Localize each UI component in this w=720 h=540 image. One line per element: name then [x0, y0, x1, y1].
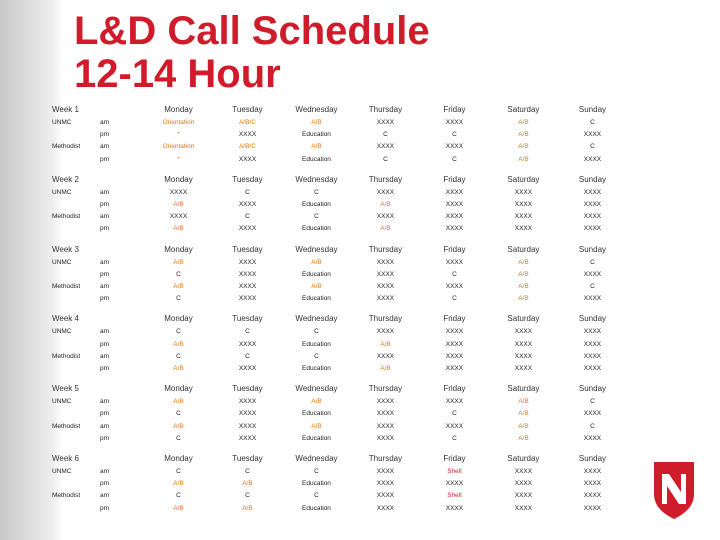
schedule-cell: C [314, 468, 319, 476]
schedule-cell: A/B [242, 480, 253, 488]
table-row [52, 490, 627, 502]
schedule-cell: A/B/C [239, 143, 256, 151]
schedule-cell: Education [302, 225, 331, 233]
schedule-cell: C [176, 270, 181, 278]
table-row [52, 503, 627, 515]
schedule-cell: XXXX [376, 188, 395, 196]
schedule-cell: XXXX [445, 340, 464, 348]
day-header: Monday [164, 105, 193, 114]
shift-label: am [100, 422, 110, 430]
schedule-cell: Shell [447, 492, 462, 500]
schedule-cell: XXXX [376, 492, 395, 500]
schedule-cell: XXXX [376, 434, 395, 442]
shift-label: am [100, 213, 110, 221]
shift-label: pm [100, 131, 110, 139]
table-row [52, 154, 627, 166]
schedule-cell: A/B [173, 365, 184, 373]
day-header: Wednesday [295, 454, 338, 464]
day-header: Saturday [507, 314, 540, 324]
schedule-cell: XXXX [238, 295, 257, 303]
shift-label: am [100, 352, 110, 360]
shift-label: am [100, 328, 110, 336]
day-header: Friday [443, 454, 466, 464]
schedule-cell: XXXX [238, 410, 257, 418]
schedule-cell: A/B [311, 398, 322, 406]
schedule-cell: C [245, 492, 250, 500]
day-header: Saturday [507, 105, 540, 114]
day-header: Tuesday [232, 244, 263, 254]
table-row [52, 339, 627, 351]
schedule-cell: A/B [173, 201, 184, 209]
day-header: Wednesday [295, 384, 338, 394]
site-label [52, 199, 92, 211]
shift-label: am [100, 468, 110, 476]
schedule-cell: XXXX [376, 283, 395, 291]
day-header: Thursday [368, 384, 403, 394]
site-label: UNMC [52, 258, 72, 266]
schedule-cell: Orientation [162, 143, 195, 151]
schedule-cell: XXXX [583, 328, 602, 336]
day-header: Sunday [578, 244, 607, 254]
schedule-body [52, 102, 627, 515]
schedule-cell: A/B [173, 504, 184, 512]
day-header: Tuesday [232, 105, 263, 114]
shift-label: am [100, 398, 110, 406]
week-header-row [52, 242, 627, 257]
table-row [52, 269, 627, 281]
day-header: Monday [164, 314, 193, 324]
schedule-cell: XXXX [514, 188, 533, 196]
schedule-cell: XXXX [376, 422, 395, 430]
schedule-cell: XXXX [445, 258, 464, 266]
schedule-cell: XXXX [445, 225, 464, 233]
schedule-cell: C [245, 213, 250, 221]
schedule-cell: Education [302, 410, 331, 418]
day-header: Tuesday [232, 174, 263, 184]
table-row [52, 257, 627, 269]
schedule-cell: XXXX [238, 422, 257, 430]
week-label: Week 2 [52, 174, 79, 184]
schedule-table-container [52, 102, 627, 515]
schedule-cell: XXXX [583, 213, 602, 221]
day-header: Thursday [368, 174, 403, 184]
schedule-cell: C [245, 188, 250, 196]
schedule-cell: XXXX [514, 201, 533, 209]
shift-label: pm [100, 410, 110, 418]
schedule-cell: C [590, 119, 595, 126]
schedule-cell: XXXX [238, 434, 257, 442]
schedule-cell: A/B [518, 258, 529, 266]
schedule-cell: XXXX [583, 270, 602, 278]
shift-label: pm [100, 225, 110, 233]
schedule-cell: XXXX [238, 340, 257, 348]
schedule-cell: XXXX [376, 410, 395, 418]
schedule-cell: XXXX [238, 258, 257, 266]
schedule-cell: C [383, 155, 388, 163]
table-row [52, 363, 627, 375]
day-header: Monday [164, 454, 193, 464]
schedule-cell: A/B [518, 410, 529, 418]
site-label [52, 293, 92, 305]
schedule-cell: C [452, 155, 457, 163]
schedule-cell: C [176, 434, 181, 442]
day-header: Tuesday [232, 314, 263, 324]
schedule-cell: C [314, 213, 319, 221]
table-row [52, 421, 627, 433]
schedule-cell: A/B [173, 258, 184, 266]
day-header: Wednesday [295, 244, 338, 254]
day-header: Sunday [578, 454, 607, 464]
schedule-cell: C [590, 258, 595, 266]
table-row [52, 293, 627, 305]
schedule-cell: C [314, 352, 319, 360]
day-header: Thursday [368, 244, 403, 254]
schedule-cell: A/B [380, 225, 391, 233]
schedule-cell: Education [302, 131, 331, 139]
shift-label: am [100, 283, 110, 291]
week-label: Week 1 [52, 105, 79, 114]
site-label: Methodist [52, 492, 81, 500]
schedule-cell: A/B [518, 131, 529, 139]
shift-label: pm [100, 434, 110, 442]
schedule-cell: A/B/C [239, 119, 256, 126]
schedule-cell: XXXX [445, 398, 464, 406]
schedule-cell: XXXX [376, 270, 395, 278]
schedule-cell: XXXX [514, 225, 533, 233]
call-schedule-table [52, 102, 627, 515]
schedule-cell: XXXX [514, 480, 533, 488]
schedule-cell: A/B [380, 365, 391, 373]
schedule-cell: C [452, 434, 457, 442]
table-row [52, 396, 627, 408]
table-row [52, 326, 627, 338]
site-label [52, 363, 92, 375]
schedule-cell: XXXX [583, 295, 602, 303]
schedule-cell: Education [302, 155, 331, 163]
schedule-cell: A/B [518, 143, 529, 151]
schedule-cell: XXXX [583, 468, 602, 476]
schedule-cell: XXXX [376, 328, 395, 336]
schedule-cell: C [314, 328, 319, 336]
table-row [52, 141, 627, 153]
schedule-cell: C [245, 328, 250, 336]
schedule-cell: A/B [380, 340, 391, 348]
schedule-cell: C [452, 131, 457, 139]
day-header: Monday [164, 384, 193, 394]
schedule-cell: Education [302, 270, 331, 278]
schedule-cell: A/B [173, 225, 184, 233]
schedule-cell: XXXX [445, 143, 464, 151]
schedule-cell: * [177, 131, 180, 139]
week-header-row [52, 381, 627, 396]
table-row [52, 478, 627, 490]
day-header: Friday [443, 174, 466, 184]
table-row [52, 408, 627, 420]
schedule-cell: XXXX [445, 213, 464, 221]
site-label: Methodist [52, 422, 81, 430]
schedule-cell: XXXX [376, 258, 395, 266]
table-row [52, 211, 627, 223]
schedule-cell: A/B [311, 119, 322, 126]
schedule-cell: XXXX [445, 365, 464, 373]
day-header: Sunday [578, 174, 607, 184]
schedule-cell: A/B [173, 422, 184, 430]
schedule-cell: A/B [518, 434, 529, 442]
day-header: Friday [443, 384, 466, 394]
schedule-cell: Education [302, 340, 331, 348]
shift-label: am [100, 492, 110, 500]
schedule-cell: C [452, 410, 457, 418]
schedule-cell: XXXX [583, 480, 602, 488]
schedule-cell: XXXX [583, 434, 602, 442]
shift-label: pm [100, 480, 110, 488]
schedule-cell: Education [302, 504, 331, 512]
schedule-cell: C [383, 131, 388, 139]
shift-label: am [100, 119, 110, 126]
schedule-cell: XXXX [376, 468, 395, 476]
schedule-cell: XXXX [445, 352, 464, 360]
schedule-cell: XXXX [514, 468, 533, 476]
schedule-cell: A/B [311, 283, 322, 291]
schedule-cell: A/B [173, 398, 184, 406]
schedule-cell: A/B [518, 155, 529, 163]
schedule-cell: XXXX [376, 143, 395, 151]
schedule-cell: XXXX [583, 225, 602, 233]
schedule-cell: A/B [311, 422, 322, 430]
schedule-cell: Education [302, 434, 331, 442]
table-row [52, 187, 627, 199]
day-header: Tuesday [232, 454, 263, 464]
site-label [52, 223, 92, 235]
schedule-cell: A/B [173, 480, 184, 488]
schedule-cell: A/B [242, 504, 253, 512]
schedule-cell: XXXX [583, 492, 602, 500]
schedule-cell: Education [302, 295, 331, 303]
site-label: UNMC [52, 468, 72, 476]
shift-label: pm [100, 295, 110, 303]
schedule-cell: XXXX [514, 492, 533, 500]
schedule-cell: A/B [518, 119, 529, 126]
schedule-cell: A/B [173, 340, 184, 348]
schedule-cell: XXXX [445, 188, 464, 196]
schedule-cell: XXXX [169, 188, 188, 196]
schedule-cell: XXXX [238, 283, 257, 291]
schedule-cell: C [176, 468, 181, 476]
week-label: Week 6 [52, 454, 79, 464]
site-label [52, 478, 92, 490]
shift-label: pm [100, 270, 110, 278]
site-label [52, 339, 92, 351]
day-header: Tuesday [232, 384, 263, 394]
schedule-cell: XXXX [376, 504, 395, 512]
schedule-cell: A/B [518, 270, 529, 278]
week-header-row [52, 102, 627, 117]
schedule-cell: A/B [380, 201, 391, 209]
day-header: Monday [164, 244, 193, 254]
schedule-cell: C [176, 492, 181, 500]
table-row [52, 199, 627, 211]
table-row [52, 351, 627, 363]
week-label: Week 3 [52, 244, 79, 254]
table-row [52, 281, 627, 293]
schedule-cell: XXXX [514, 340, 533, 348]
day-header: Monday [164, 174, 193, 184]
schedule-cell: XXXX [583, 201, 602, 209]
day-header: Friday [443, 314, 466, 324]
table-row [52, 466, 627, 478]
day-header: Saturday [507, 174, 540, 184]
schedule-cell: Education [302, 480, 331, 488]
schedule-cell: XXXX [376, 480, 395, 488]
week-label: Week 4 [52, 314, 79, 324]
schedule-cell: C [590, 143, 595, 151]
schedule-cell: Shell [447, 468, 462, 476]
schedule-cell: * [177, 155, 180, 163]
week-header-row [52, 451, 627, 466]
schedule-cell: C [590, 422, 595, 430]
day-header: Sunday [578, 314, 607, 324]
site-label [52, 269, 92, 281]
day-header: Wednesday [295, 174, 338, 184]
schedule-cell: XXXX [238, 365, 257, 373]
schedule-cell: XXXX [583, 340, 602, 348]
day-header: Friday [443, 244, 466, 254]
schedule-cell: C [176, 328, 181, 336]
day-header: Saturday [507, 454, 540, 464]
schedule-cell: XXXX [583, 131, 602, 139]
schedule-cell: A/B [311, 258, 322, 266]
day-header: Sunday [578, 384, 607, 394]
schedule-cell: XXXX [238, 131, 257, 139]
schedule-cell: Education [302, 365, 331, 373]
week-header-row [52, 172, 627, 187]
schedule-cell: XXXX [445, 201, 464, 209]
schedule-cell: C [314, 492, 319, 500]
schedule-cell: XXXX [445, 119, 464, 126]
schedule-cell: XXXX [238, 398, 257, 406]
day-header: Saturday [507, 244, 540, 254]
week-header-row [52, 311, 627, 326]
schedule-cell: XXXX [238, 270, 257, 278]
schedule-cell: A/B [518, 398, 529, 406]
week-label: Week 5 [52, 384, 79, 394]
site-label [52, 408, 92, 420]
shift-label: pm [100, 201, 110, 209]
schedule-cell: C [590, 398, 595, 406]
schedule-cell: C [176, 295, 181, 303]
shift-label: pm [100, 340, 110, 348]
day-header: Wednesday [295, 105, 338, 114]
schedule-cell: A/B [518, 283, 529, 291]
site-label: UNMC [52, 119, 72, 126]
schedule-cell: XXXX [445, 504, 464, 512]
day-header: Thursday [368, 314, 403, 324]
table-row [52, 223, 627, 235]
site-label: UNMC [52, 188, 72, 196]
page-title: L&D Call Schedule 12-14 Hour [74, 9, 430, 97]
site-label [52, 129, 92, 141]
schedule-cell: XXXX [583, 188, 602, 196]
shift-label: pm [100, 365, 110, 373]
schedule-cell: C [314, 188, 319, 196]
schedule-cell: C [176, 352, 181, 360]
schedule-cell: A/B [518, 295, 529, 303]
schedule-cell: XXXX [238, 155, 257, 163]
schedule-cell: XXXX [514, 365, 533, 373]
schedule-cell: XXXX [514, 213, 533, 221]
site-label [52, 154, 92, 166]
table-row [52, 129, 627, 141]
site-label: Methodist [52, 213, 81, 221]
schedule-cell: XXXX [445, 422, 464, 430]
schedule-cell: XXXX [445, 283, 464, 291]
day-header: Saturday [507, 384, 540, 394]
shift-label: pm [100, 155, 110, 163]
schedule-cell: XXXX [583, 504, 602, 512]
site-label: UNMC [52, 398, 72, 406]
day-header: Wednesday [295, 314, 338, 324]
schedule-cell: XXXX [376, 352, 395, 360]
schedule-cell: XXXX [238, 201, 257, 209]
shift-label: am [100, 188, 110, 196]
site-label: Methodist [52, 283, 81, 291]
day-header: Thursday [368, 105, 403, 114]
schedule-cell: A/B [173, 283, 184, 291]
schedule-cell: XXXX [583, 155, 602, 163]
day-header: Friday [443, 105, 466, 114]
schedule-cell: XXXX [514, 504, 533, 512]
schedule-cell: Orientation [162, 119, 195, 126]
schedule-cell: Education [302, 201, 331, 209]
schedule-cell: XXXX [445, 328, 464, 336]
schedule-cell: C [452, 270, 457, 278]
site-label [52, 433, 92, 445]
schedule-cell: XXXX [169, 213, 188, 221]
schedule-cell: XXXX [376, 295, 395, 303]
schedule-cell: XXXX [514, 352, 533, 360]
schedule-cell: C [245, 468, 250, 476]
schedule-cell: XXXX [376, 213, 395, 221]
schedule-cell: XXXX [514, 328, 533, 336]
schedule-cell: XXXX [445, 480, 464, 488]
schedule-cell: C [452, 295, 457, 303]
schedule-cell: XXXX [583, 365, 602, 373]
schedule-cell: XXXX [583, 410, 602, 418]
schedule-cell: C [245, 352, 250, 360]
schedule-cell: A/B [311, 143, 322, 151]
schedule-cell: XXXX [238, 225, 257, 233]
day-header: Thursday [368, 454, 403, 464]
table-row [52, 117, 627, 129]
site-label: UNMC [52, 328, 72, 336]
table-row [52, 433, 627, 445]
site-label: Methodist [52, 352, 81, 360]
day-header: Sunday [578, 105, 607, 114]
shift-label: pm [100, 504, 110, 512]
schedule-cell: XXXX [583, 352, 602, 360]
shift-label: am [100, 143, 110, 151]
university-logo-icon [648, 460, 700, 520]
schedule-cell: XXXX [376, 119, 395, 126]
shift-label: am [100, 258, 110, 266]
schedule-cell: A/B [518, 422, 529, 430]
schedule-cell: C [176, 410, 181, 418]
site-label [52, 503, 92, 515]
site-label: Methodist [52, 143, 81, 151]
schedule-cell: XXXX [376, 398, 395, 406]
schedule-cell: C [590, 283, 595, 291]
